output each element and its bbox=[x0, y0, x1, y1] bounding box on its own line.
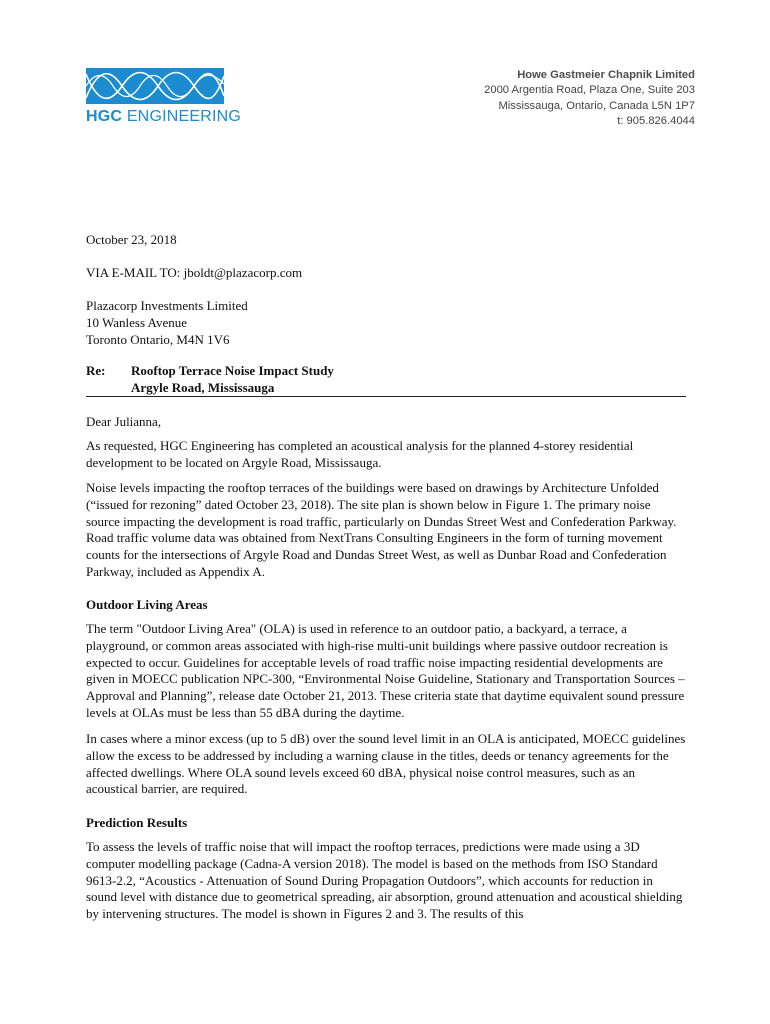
subject-title: Rooftop Terrace Noise Impact Study bbox=[131, 363, 334, 378]
phone-number: t: 905.826.4044 bbox=[617, 114, 695, 127]
salutation: Dear Julianna, bbox=[86, 414, 162, 429]
company-logo bbox=[86, 68, 242, 128]
via-email-line: VIA E-MAIL TO: jboldt@plazacorp.com bbox=[86, 265, 303, 280]
address-line-1: 2000 Argentia Road, Plaza One, Suite 203 bbox=[484, 84, 695, 97]
logo-wordmark: HGC ENGINEERING bbox=[86, 108, 242, 125]
recipient-line: Toronto Ontario, M4N 1V6 bbox=[86, 331, 230, 347]
paragraph-ola-definition: The term "Outdoor Living Area" (OLA) is used in reference to an outdoor patio, a backyard, a terrace, a playground, or common areas associated with high-rise multi-unit buildings where passive outdoor recreation is expected to occur. Guidelines for acceptable levels of road traffic noise impacting residential developments are given in MOECC publication NPC-300, “Environmental Noise Guideline, Stationary and Transportation Sources – Approval and Planning”, release date October 21, 2013. These criteria state that daytime equivalent sound pressure levels at OLAs must be less than 55 dBA during the daytime. bbox=[86, 621, 685, 720]
recipient-line: 10 Wanless Avenue bbox=[86, 314, 188, 330]
letterhead-address bbox=[484, 68, 695, 129]
paragraph-ola-excess: In cases where a minor excess (up to 5 dB) over the sound level limit in an OLA is anticipated, MOECC guidelines allow the excess to be addressed by including a warning clause in the titles, deeds or tenancy agreements for the affected dwellings. Where OLA sound levels exceed 60 dBA, physical noise control measures, such as an acoustical barrier, are required. bbox=[86, 731, 686, 797]
paragraph-intro: As requested, HGC Engineering has completed an acoustical analysis for the planned 4-storey residential development to be located on Argyle Road, Mississauga. bbox=[86, 438, 634, 470]
wave-logo-icon bbox=[86, 68, 224, 104]
subject-location: Argyle Road, Mississauga bbox=[131, 379, 275, 395]
firm-name: Howe Gastmeier Chapnik Limited bbox=[517, 69, 695, 81]
paragraph-prediction: To assess the levels of traffic noise that will impact the rooftop terraces, predictions were made using a 3D computer modelling package (Cadna-A version 2018). The model is based on the methods from ISO Standard 9613-2.2, “Acoustics - Attenuation of Sound During Propagation Outdoors”, which accounts for reduction in sound level with distance due to geometrical spreading, air absorption, ground attenuation and acoustical shielding by intervening structures. The model is shown in Figures 2 and 3. The results of this bbox=[86, 839, 683, 922]
subject-divider bbox=[86, 396, 686, 397]
paragraph-background: Noise levels impacting the rooftop terraces of the buildings were based on drawings by Architecture Unfolded (“issued for rezoning” dated October 23, 2018). The site plan is shown below in Figure 1. The primary noise source impacting the development is road traffic, particularly on Dundas Street West and Confederation Parkway. Road traffic volume data was obtained from NextTrans Consulting Engineers in the form of turning movement counts for the intersections of Argyle Road and Dundas Street West, as well as Dunbar Road and Confederation Parkway, included as Appendix A. bbox=[86, 480, 677, 579]
re-label: Re: bbox=[86, 363, 106, 378]
recipient-line: Plazacorp Investments Limited bbox=[86, 298, 248, 313]
subject-line bbox=[131, 363, 334, 397]
letter-date: October 23, 2018 bbox=[86, 232, 177, 247]
section-heading-prediction-results: Prediction Results bbox=[86, 815, 188, 830]
recipient-address bbox=[86, 298, 248, 348]
address-line-2: Mississauga, Ontario, Canada L5N 1P7 bbox=[498, 99, 695, 112]
section-heading-outdoor-living-areas: Outdoor Living Areas bbox=[86, 597, 208, 612]
